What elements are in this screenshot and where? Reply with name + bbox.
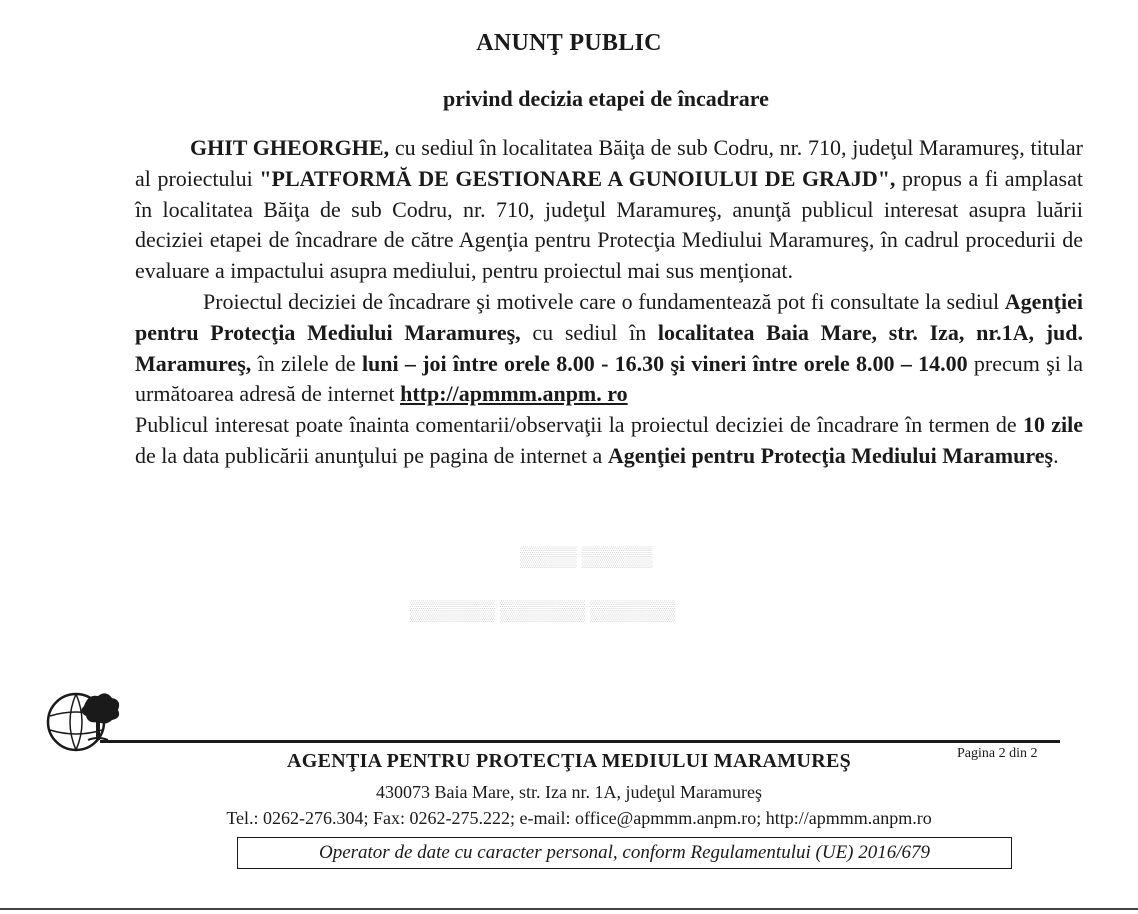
website-link[interactable]: http://apmmm.anpm. ro (400, 381, 628, 407)
text-span: . (1053, 442, 1059, 468)
page-title: ANUNŢ PUBLIC (476, 30, 662, 56)
applicant-name: GHIT GHEORGHE, (190, 135, 390, 160)
text-span: Proiectul deciziei de încadrare şi motivele care o fundamentează pot fi consultate la sediul (203, 288, 1005, 314)
operator-notice: Operator de date cu caracter personal, conform Regulamentului (UE) 2016/679 (237, 837, 1012, 869)
project-name: "PLATFORMĂ DE GESTIONARE A GUNOIULUI DE GRAJD", (259, 165, 896, 191)
page-number: Pagina 2 din 2 (957, 746, 1038, 761)
footer-divider (100, 740, 1060, 743)
agency-name: Agenţiei pentru Protecţia Mediului Maramureş, (135, 288, 1083, 345)
footer-agency-name: AGENŢIA PENTRU PROTECŢIA MEDIULUI MARAMUREŞ (286, 750, 852, 772)
text-span: de la data publicării anunţului pe pagina de internet a (135, 442, 608, 468)
text-span: precum şi la următoarea adresă de internet (135, 350, 1083, 407)
scan-bottom-edge (0, 908, 1138, 910)
text-span: propus a fi amplasat în localitatea Băiţa de sub Codru, nr. 710, judeţul Maramureş, anunţă publicul interesat asupra luării deciziei etapei de încadrare de către Agenţia pentru Protecţia Mediului Maramureş, în cadrul procedurii de evaluare a impactului asupra mediului, pentru proiectul mai sus menţionat. (135, 165, 1083, 284)
bleed-through-ghost: ▒▒▒▒▒▒ ▒▒▒▒▒▒ ▒▒▒▒▒▒ (410, 600, 676, 622)
agency-address: localitatea Baia Mare, str. Iza, nr.1A, jud. Maramureş, (135, 319, 1083, 376)
bleed-through-ghost: ▒▒▒▒ ▒▒▒▒▒ (520, 546, 653, 568)
footer-address: 430073 Baia Mare, str. Iza nr. 1A, judeţul Maramureş (376, 782, 762, 802)
paragraph-applicant (135, 133, 1083, 287)
footer-contact: Tel.: 0262-276.304; Fax: 0262-275.222; e-mail: office@apmmm.anpm.ro; http://apmmm.anpm.ro (226, 808, 932, 828)
deadline: 10 zile (1022, 412, 1083, 438)
globe-tree-logo-icon (44, 686, 124, 754)
office-hours: luni – joi între orele 8.00 - 16.30 şi vineri între orele 8.00 – 14.00 (361, 350, 968, 376)
announcement-body (135, 133, 1083, 472)
paragraph-consultation (135, 287, 1083, 410)
page-subtitle: privind decizia etapei de încadrare (443, 86, 769, 111)
paragraph-comments (135, 410, 1083, 472)
text-span: cu sediul în localitatea Băiţa de sub Codru, nr. 710, judeţul Maramureş, titular al proiectului (135, 135, 1083, 191)
text-span: în zilele de (251, 350, 362, 376)
agency-name: Agenţiei pentru Protecţia Mediului Maramureş (607, 442, 1054, 468)
text-span: Publicul interesat poate înainta comentarii/observaţii la proiectul deciziei de încadrare în termen de (135, 412, 1023, 438)
text-span: cu sediul în (520, 319, 658, 345)
